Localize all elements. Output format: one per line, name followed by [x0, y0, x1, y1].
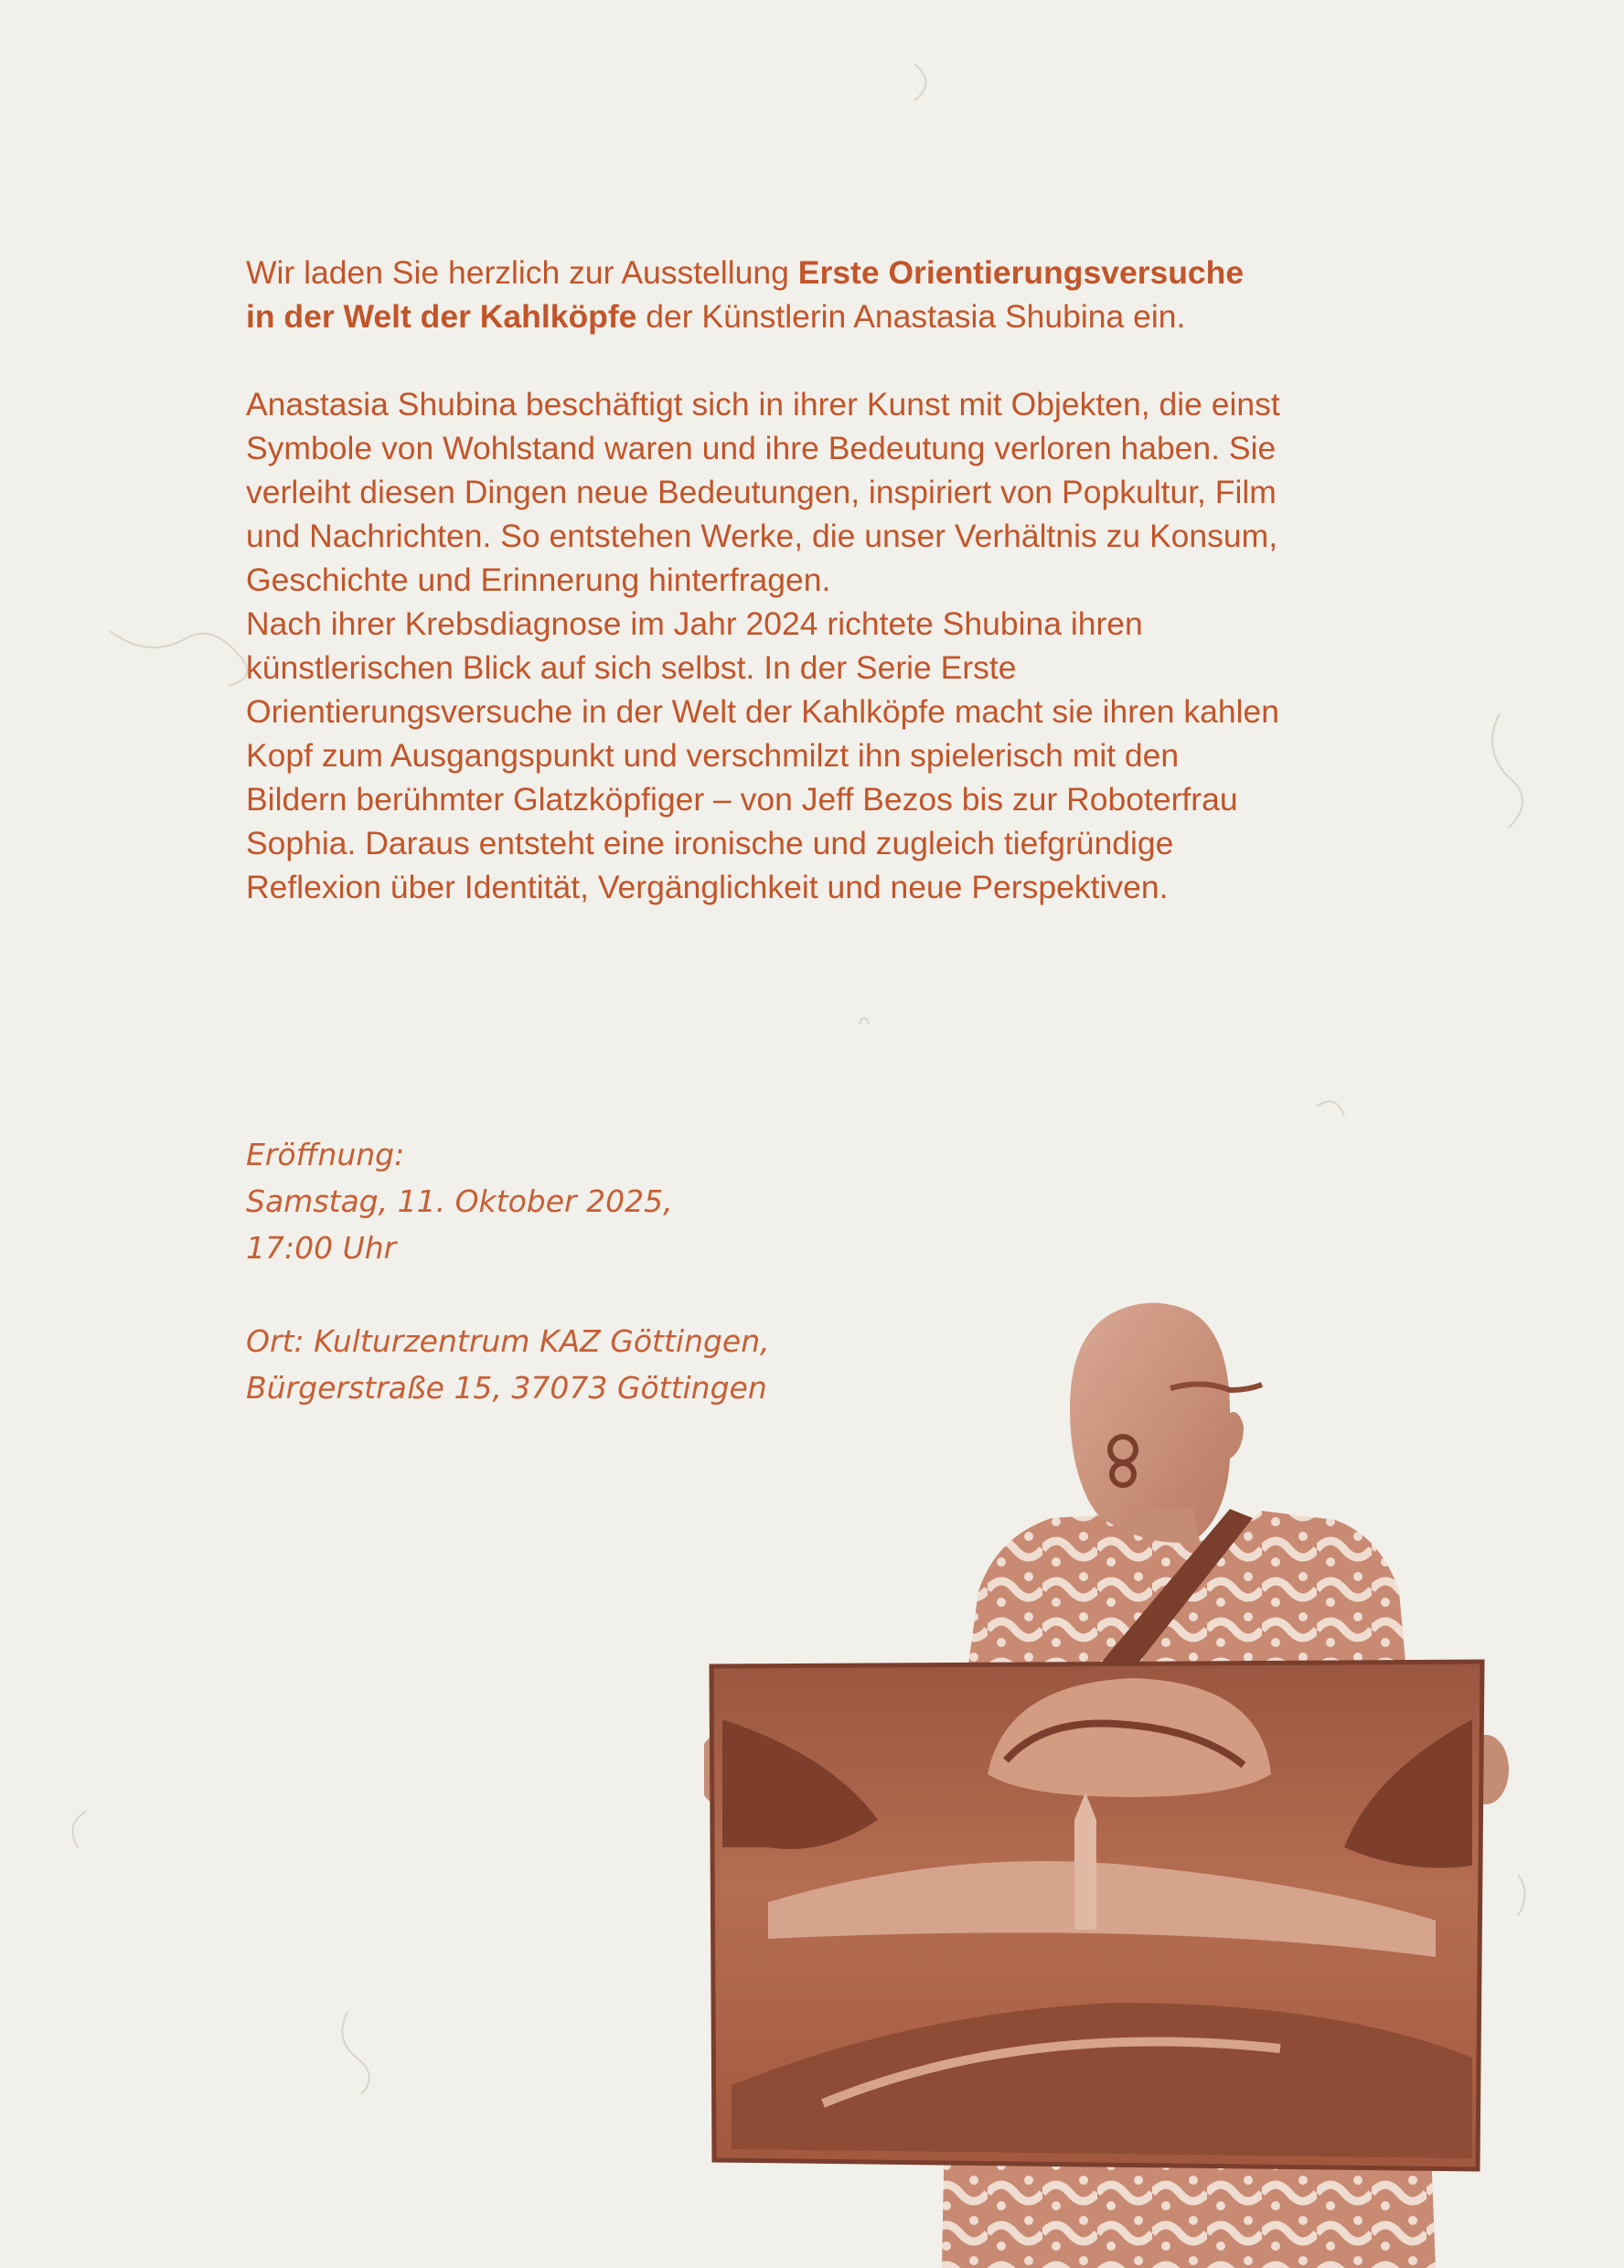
opening-time: 17:00 Uhr [246, 1230, 397, 1266]
text-line: Bildern berühmter Glatzköpfiger – von Jeff Bezos bis zur Roboterfrau [246, 781, 1238, 818]
text-line: Anastasia Shubina beschäftigt sich in ihrer Kunst mit Objekten, die einst [246, 386, 1280, 423]
text-line: Kopf zum Ausgangspunkt und verschmilzt ihn spielerisch mit den [246, 737, 1180, 774]
text-line: verleiht diesen Dingen neue Bedeutungen, inspiriert von Popkultur, Film [246, 474, 1277, 510]
held-painting [711, 1662, 1482, 2169]
artist-description [246, 382, 1435, 909]
text-line: Sophia. Daraus entsteht eine ironische und zugleich tiefgründige [246, 825, 1174, 861]
invitation-intro [246, 251, 1435, 338]
intro-text-after: der Künstlerin Anastasia Shubina ein. [636, 298, 1186, 335]
text-line: Nach ihrer Krebsdiagnose im Jahr 2024 richtete Shubina ihren [246, 605, 1143, 642]
text-line: und Nachrichten. So entstehen Werke, die unser Verhältnis zu Konsum, [246, 518, 1278, 554]
spacer [246, 1271, 770, 1318]
text-line: Orientierungsversuche in der Welt der Kahlköpfe macht sie ihren kahlen [246, 693, 1280, 730]
description-paragraph-2 [246, 602, 1435, 909]
text-line: Symbole von Wohlstand waren und ihre Bedeutung verloren haben. Sie [246, 430, 1277, 466]
opening-label: Eröffnung: [246, 1137, 405, 1172]
text-line: künstlerischen Blick auf sich selbst. In der Serie Erste [246, 649, 1017, 686]
text-line: Reflexion über Identität, Vergänglichkeit und neue Perspektiven. [246, 869, 1169, 905]
description-paragraph-1 [246, 382, 1435, 602]
exhibition-title-line1: Erste Orientierungsversuche [797, 254, 1245, 291]
opening-date: Samstag, 11. Oktober 2025, [246, 1183, 673, 1219]
location-line-1: Ort: Kulturzentrum KAZ Göttingen, [246, 1323, 770, 1359]
event-details [246, 1131, 770, 1411]
intro-text-before: Wir laden Sie herzlich zur Ausstellung [246, 254, 798, 291]
artist-photo [704, 1280, 1527, 2268]
exhibition-title-line2: in der Welt der Kahlköpfe [246, 298, 637, 335]
text-line: Geschichte und Erinnerung hinterfragen. [246, 562, 831, 598]
location-line-2: Bürgerstraße 15, 37073 Göttingen [246, 1370, 767, 1406]
